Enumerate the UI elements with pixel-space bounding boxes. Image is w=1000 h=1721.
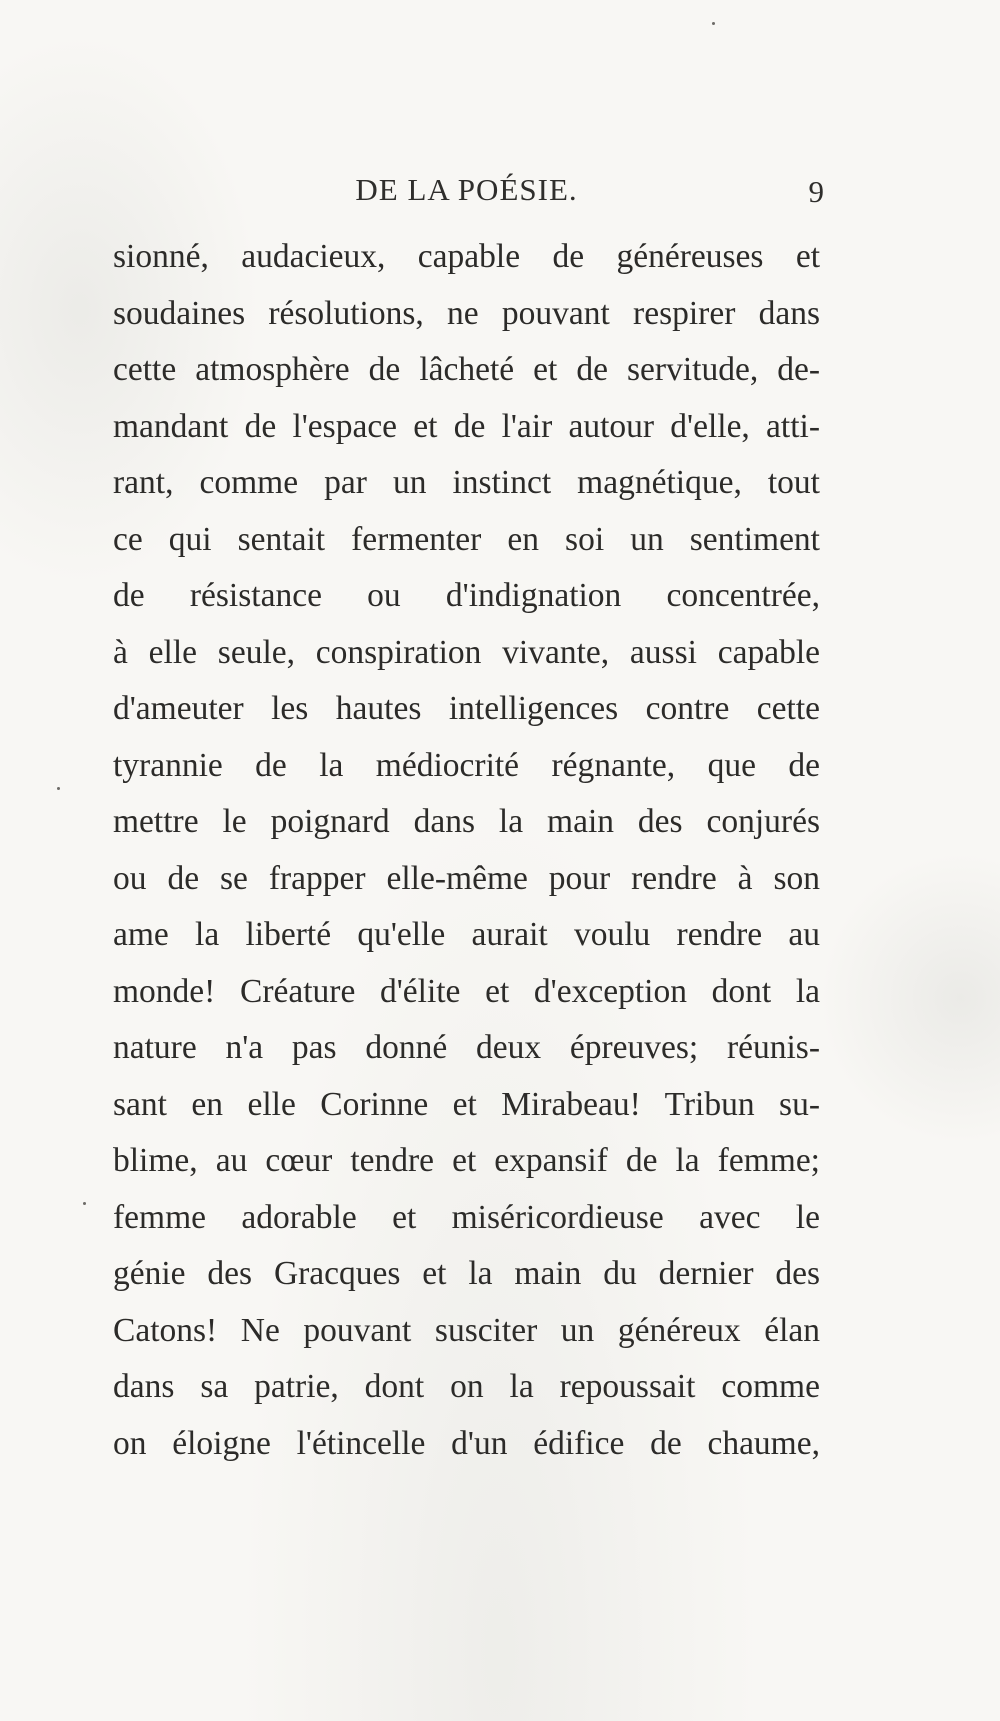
text-line: d'ameuter les hautes intelligences contre cette xyxy=(113,690,820,727)
text-line: nature n'a pas donné deux épreuves; réunis- xyxy=(113,1029,820,1066)
text-line: blime, au cœur tendre et expansif de la femme; xyxy=(113,1142,820,1179)
text-line: sant en elle Corinne et Mirabeau! Tribun su- xyxy=(113,1085,820,1123)
text-line: tyrannie de la médiocrité régnante, que de xyxy=(113,746,820,784)
body-text xyxy=(113,229,820,1472)
text-line: sionné, audacieux, capable de généreuses et xyxy=(113,238,820,275)
running-head: DE LA POÉSIE. xyxy=(355,172,578,207)
text-line: ce qui sentait fermenter en soi un sentiment xyxy=(113,520,820,558)
page-header xyxy=(113,172,824,212)
ink-speck xyxy=(83,1202,86,1205)
page-number: 9 xyxy=(808,174,824,209)
text-line: ame la liberté qu'elle aurait voulu rendre au xyxy=(113,916,820,953)
text-line: rant, comme par un instinct magnétique, tout xyxy=(113,464,820,501)
text-line: Catons! Ne pouvant susciter un généreux élan xyxy=(113,1311,820,1349)
ink-speck xyxy=(712,22,715,25)
text-line: on éloigne l'étincelle d'un édifice de chaume, xyxy=(113,1424,820,1462)
text-line: génie des Gracques et la main du dernier des xyxy=(113,1255,820,1292)
text-line: mandant de l'espace et de l'air autour d'elle, atti- xyxy=(113,407,820,445)
text-line: à elle seule, conspiration vivante, aussi capable xyxy=(113,633,820,671)
text-line: monde! Créature d'élite et d'exception dont la xyxy=(113,972,820,1010)
text-line: mettre le poignard dans la main des conjurés xyxy=(113,803,820,840)
ink-speck xyxy=(57,787,60,790)
text-line: cette atmosphère de lâcheté et de servitude, de- xyxy=(113,351,820,388)
text-line: de résistance ou d'indignation concentrée, xyxy=(113,577,820,614)
text-line: femme adorable et miséricordieuse avec le xyxy=(113,1198,820,1236)
text-line: dans sa patrie, dont on la repoussait comme xyxy=(113,1368,820,1405)
text-line: soudaines résolutions, ne pouvant respirer dans xyxy=(113,294,820,332)
text-line: ou de se frapper elle-même pour rendre à son xyxy=(113,859,820,897)
